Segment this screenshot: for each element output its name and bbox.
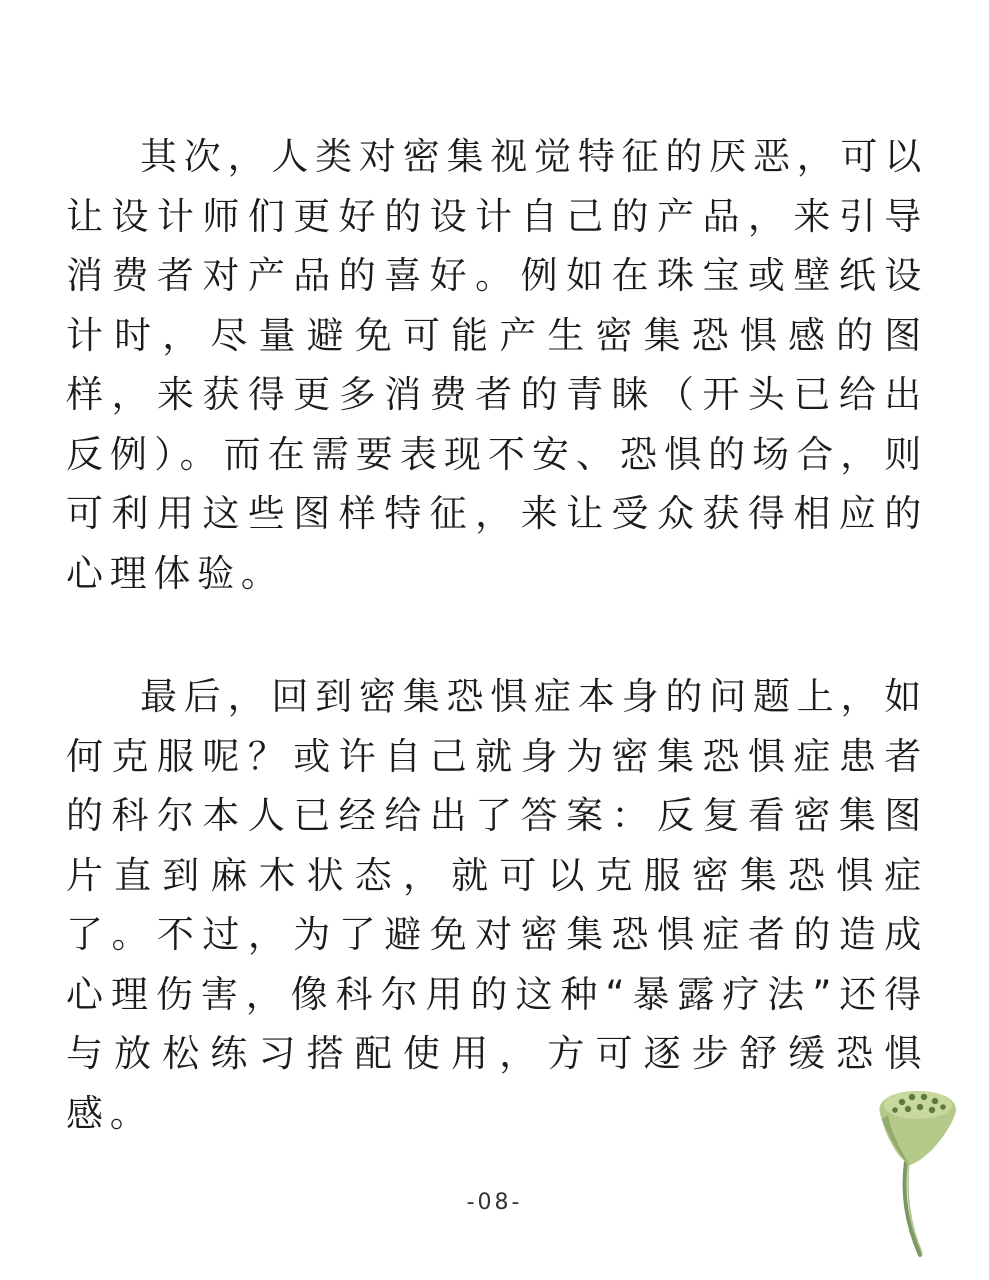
paragraph-last: 最后，回到密集恐惧症本身的问题上，如何克服呢？或许自己就身为密集恐惧症患者的科尔本人已经给出了答案：反复看密集图片直到麻木状态，就可以克服密集恐惧症了。不过，为了避免对密集恐惧症者的造成心理伤害，像科尔用的这种“暴露疗法”还得与放松练习搭配使用，方可逐步舒缓恐惧感。 <box>66 675 928 1135</box>
lotus-seedpod-icon <box>862 1083 972 1263</box>
paragraph-first: 其次，人类对密集视觉特征的厌恶，可以让设计师们更好的设计自己的产品，来引导消费者对产品的喜好。例如在珠宝或壁纸设计时，尽量避免可能产生密集恐惧感的图样，来获得更多消费者的青睐（开头已给出反例）。而在需要表现不安、恐惧的场合，则可利用这些图样特征，来让受众获得相应的心理体验。 <box>66 135 928 595</box>
page-number: -08- <box>466 1190 523 1215</box>
